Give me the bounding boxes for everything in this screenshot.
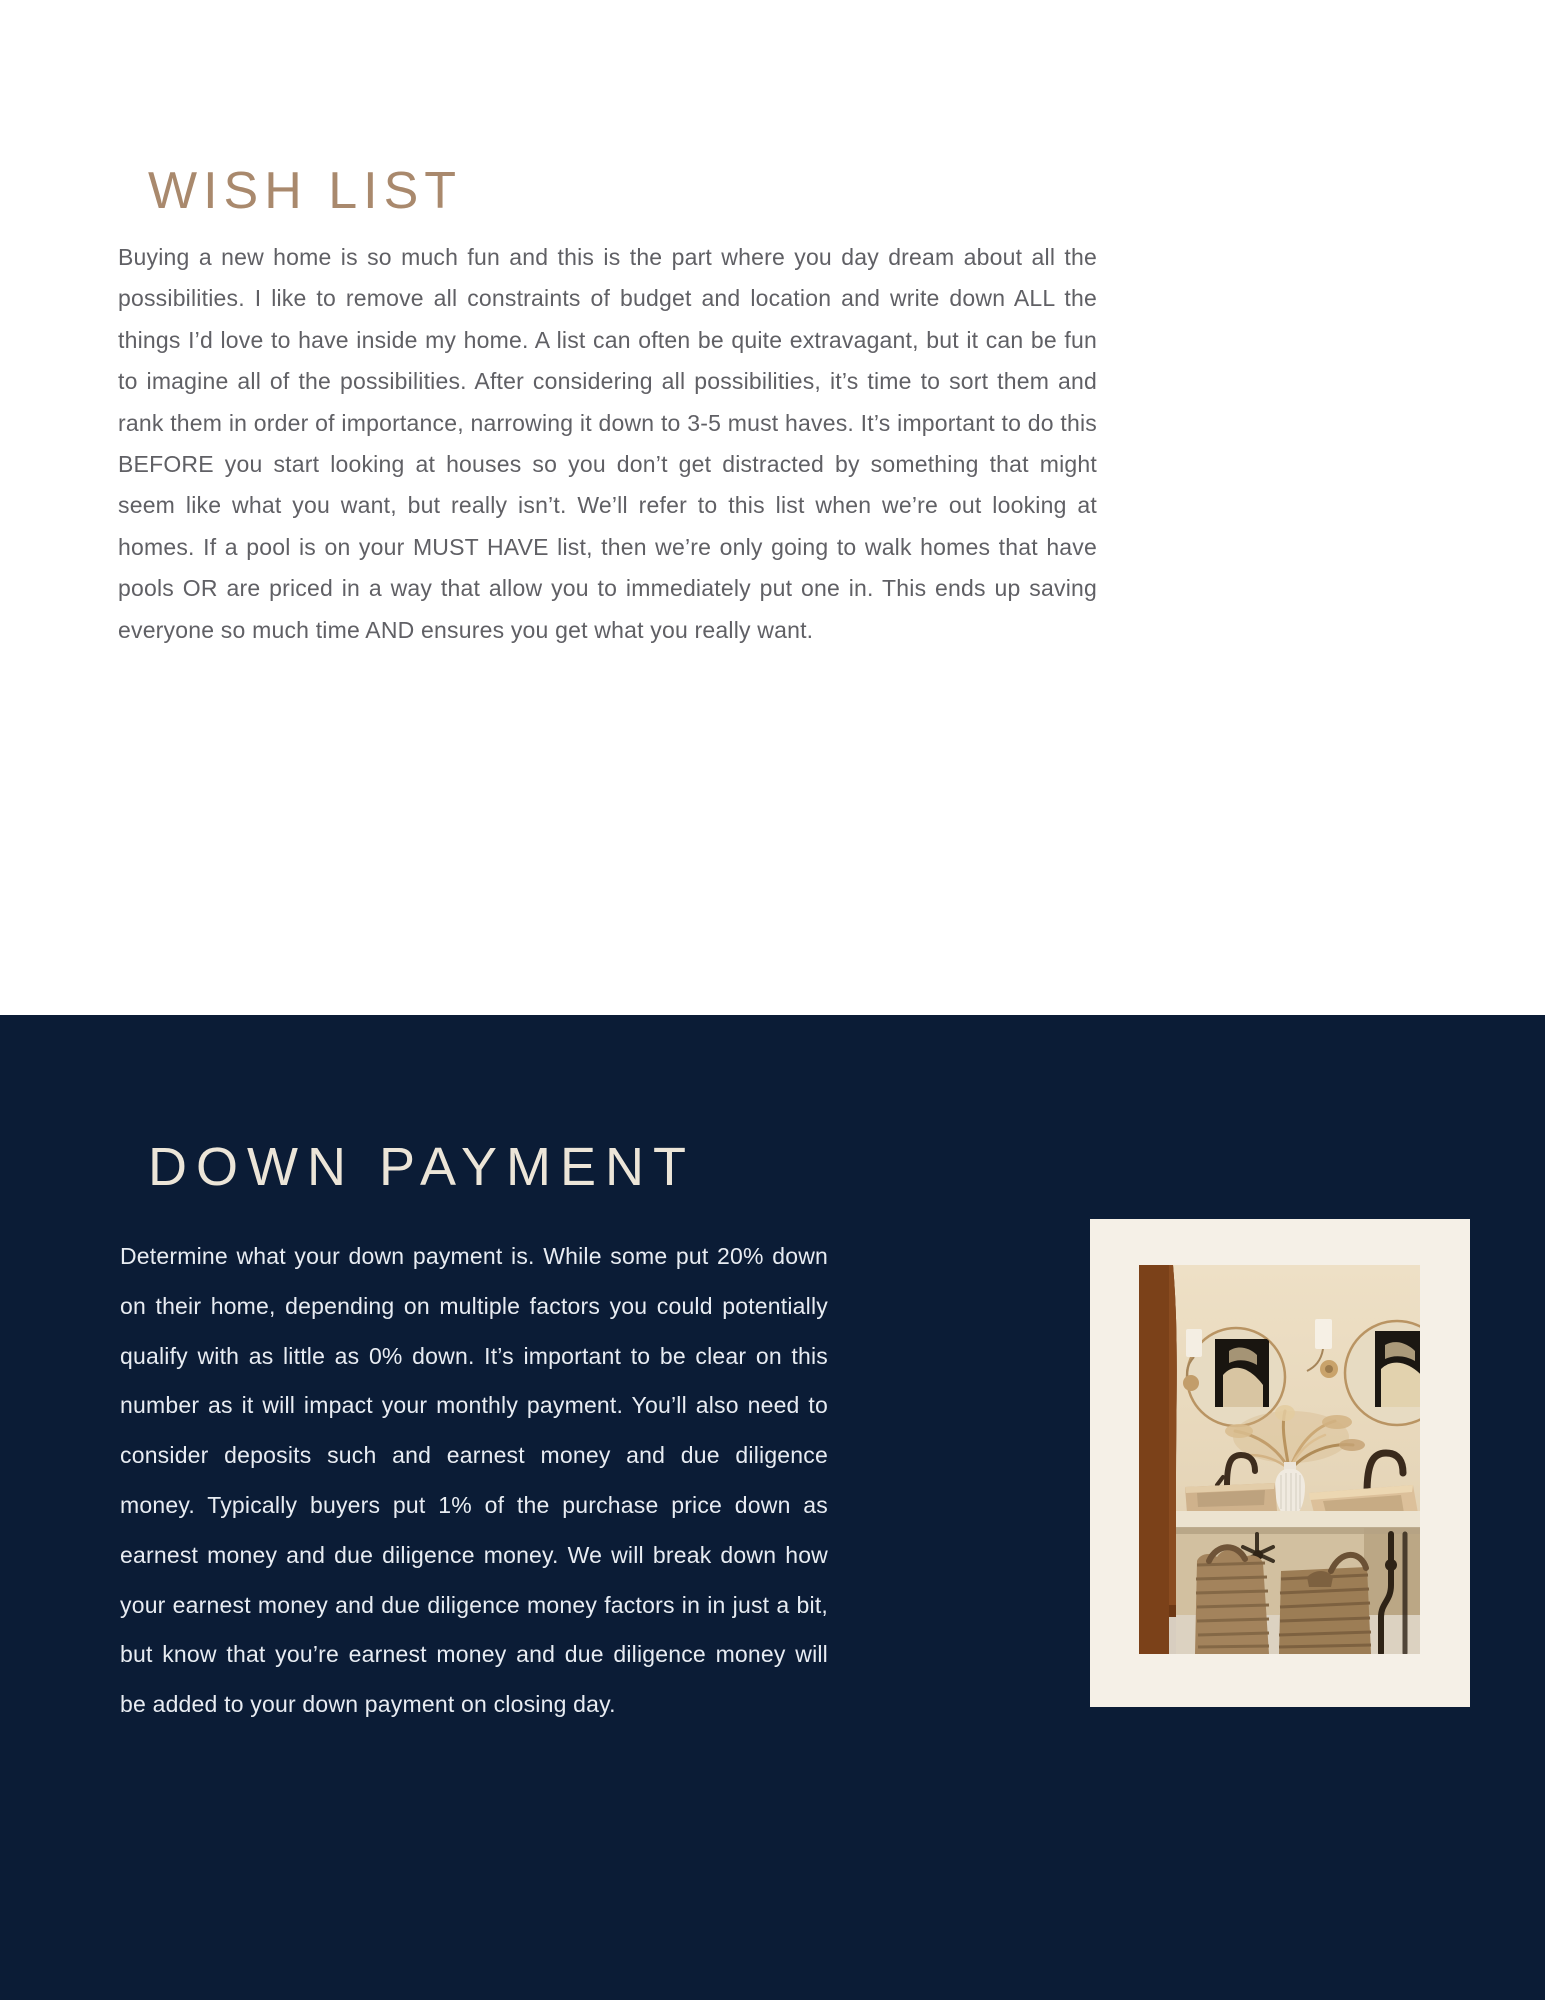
sink-left-icon [1185,1483,1277,1513]
bathroom-photo-illustration [1139,1265,1420,1654]
down-payment-paragraph: Determine what your down payment is. While some put 20% down on their home, depending on multiple factors you could potentially qualify with as little as 0% down. It’s important to be clear on this number as it will impact your monthly payment. You’ll also need to consider deposits such and earnest money and due diligence money. Typically buyers put 1% of the purchase price down as earnest money and due diligence money. We will break down how your earnest money and due diligence money factors in in just a bit, but know that you’re earnest money and due diligence money will be added to your down payment on closing day. [120,1243,828,1718]
down-payment-title: DOWN PAYMENT [148,1136,695,1197]
vanity-counter [1169,1511,1420,1534]
arch-band [1139,1265,1177,1654]
wish-list-paragraph: Buying a new home is so much fun and this is the part where you day dream about all the possibilities. I like to remove all constraints of budget and location and write down ALL the things I’d love to have inside my home. A list can often be quite extravagant, but it can be fun to imagine all of the possibilities. After considering all possibilities, it’s time to sort them and rank them in order of importance, narrowing it down to 3-5 must haves. It’s important to do this BEFORE you start looking at houses so you don’t get distracted by something that might seem like what you want, but really isn’t. We’ll refer to this list when we’re out looking at homes. If a pool is on your MUST HAVE list, then we’re only going to walk homes that have pools OR are priced in a way that allow you to immediately put one in. This ends up saving everyone so much time AND ensures you get what you really want. [118,244,1097,643]
down-payment-section [0,1015,1545,2000]
photo-frame [1090,1219,1470,1707]
wish-list-title: WISH LIST [148,161,463,220]
basket-left-icon [1195,1547,1269,1654]
bathroom-photo [1139,1265,1420,1654]
